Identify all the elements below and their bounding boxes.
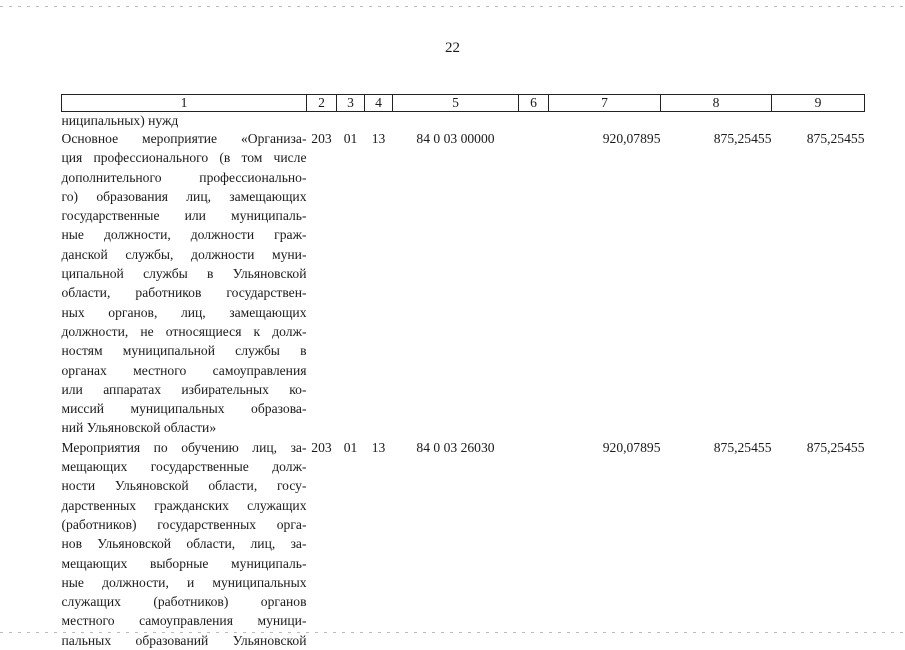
description-line: дополнительного профессионально- [61, 169, 307, 185]
description-line: ных органов, лиц, замещающих [61, 304, 307, 320]
cell-col3: 01 [343, 439, 358, 455]
cell-col6 [519, 438, 549, 650]
description-line: мещающих государственные долж- [61, 459, 307, 475]
cell-col4 [365, 112, 393, 130]
description-line: служащих (работников) органов [61, 594, 307, 610]
cell-col5: 84 0 03 00000 [416, 131, 495, 146]
header-cell-2: 2 [307, 95, 337, 112]
cell-col8: 875,25455 [713, 439, 772, 455]
description-line: ности Ульяновской области, госу- [61, 478, 307, 494]
header-cell-8: 8 [661, 95, 772, 112]
header-cell-6: 6 [519, 95, 549, 112]
cell-col4: 13 [371, 131, 386, 146]
top-scan-edge [0, 6, 905, 7]
cell-col7 [549, 112, 661, 130]
cell-col2: 203 [311, 131, 332, 146]
description-line: ниципальных) нужд [61, 113, 179, 128]
description-line: миссий муниципальных образова- [61, 401, 307, 417]
cell-col3: 01 [343, 131, 358, 146]
description-line: органах местного самоуправления [61, 362, 307, 378]
table-row [62, 438, 865, 650]
description-line: ципальной службы в Ульяновской [61, 266, 307, 282]
header-cell-3: 3 [337, 95, 365, 112]
description-line: нов Ульяновской области, лиц, за- [61, 536, 307, 552]
page-number: 22 [445, 40, 460, 56]
table-row [62, 112, 865, 130]
description-line: ция профессионального (в том числе [61, 150, 307, 166]
description-line: должности, не относящиеся к долж- [61, 323, 307, 339]
cell-col3 [337, 112, 365, 130]
cell-col2: 203 [311, 439, 332, 455]
header-cell-7: 7 [549, 95, 661, 112]
description-line: ные должности, должности граж- [61, 227, 307, 243]
cell-col5: 84 0 03 26030 [416, 439, 495, 455]
description-line: дарственных гражданских служащих [61, 497, 307, 513]
row-description [62, 438, 307, 650]
table-row [62, 129, 865, 438]
cell-col5 [393, 112, 519, 130]
description-line: (работников) государственных орга- [61, 516, 307, 532]
header-cell-5: 5 [393, 95, 519, 112]
budget-table [61, 94, 865, 650]
description-line: ные должности, и муниципальных [61, 574, 307, 590]
description-line: области, работников государствен- [61, 285, 307, 301]
cell-col6 [519, 129, 549, 438]
header-cell-1: 1 [62, 95, 307, 112]
description-line: пальных образований Ульяновской [61, 632, 307, 648]
cell-col2 [307, 112, 337, 130]
bottom-scan-edge [0, 632, 905, 633]
description-line: го) образования лиц, замещающих [61, 188, 307, 204]
header-cell-9: 9 [772, 95, 865, 112]
cell-col9: 875,25455 [806, 439, 865, 455]
description-line: ний Ульяновской области» [61, 420, 217, 436]
description-line: мещающих выборные муниципаль- [61, 555, 307, 571]
cell-col8 [661, 112, 772, 130]
description-line: местного самоуправления муници- [61, 613, 307, 629]
description-line: ностям муниципальной службы в [61, 343, 307, 359]
cell-col4: 13 [371, 439, 386, 455]
cell-col9 [772, 112, 865, 130]
description-line: государственные или муниципаль- [61, 208, 307, 224]
header-row [62, 95, 865, 112]
cell-col6 [519, 112, 549, 130]
description-line: Мероприятия по обучению лиц, за- [61, 439, 307, 455]
row-description [62, 129, 307, 438]
cell-col8: 875,25455 [713, 131, 772, 146]
description-line: данской службы, должности муни- [61, 246, 307, 262]
cell-col9: 875,25455 [806, 131, 865, 146]
cell-col7: 920,07895 [602, 439, 661, 455]
description-line: или аппаратах избирательных ко- [61, 381, 307, 397]
description-line: Основное мероприятие «Организа- [61, 131, 307, 146]
cell-col7: 920,07895 [602, 131, 661, 146]
header-cell-4: 4 [365, 95, 393, 112]
row-description [62, 112, 307, 130]
